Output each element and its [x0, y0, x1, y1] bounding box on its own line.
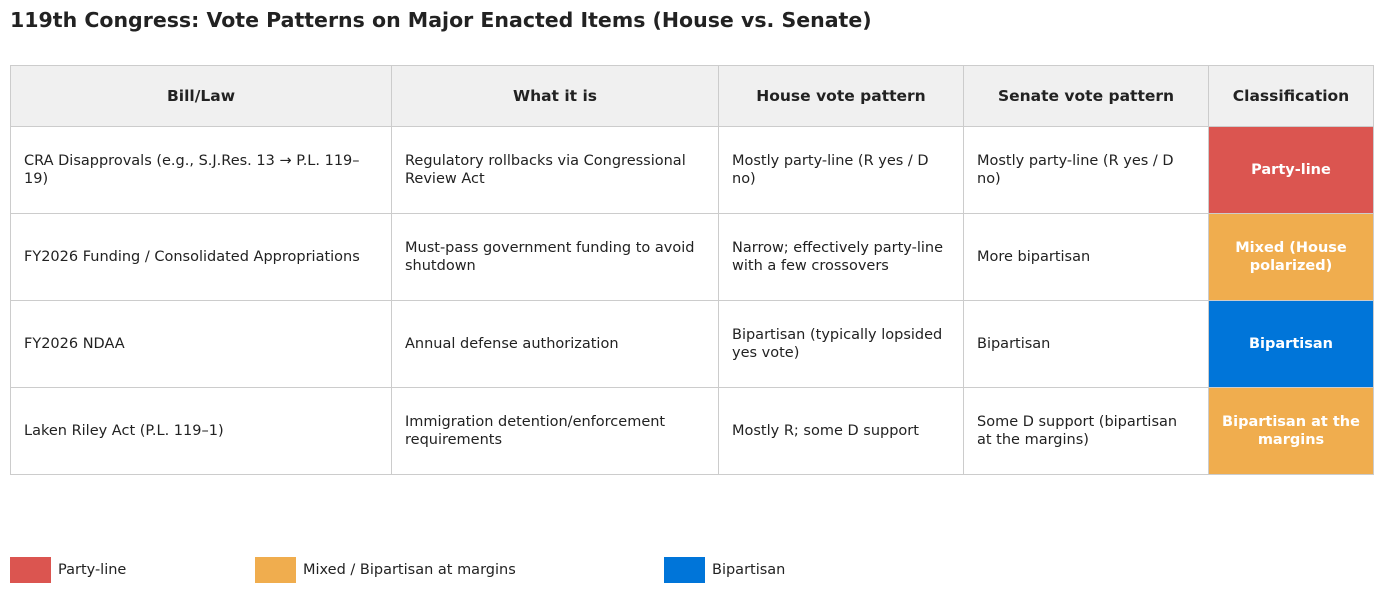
legend-swatch	[10, 557, 51, 583]
column-header-classification: Classification	[1209, 66, 1374, 127]
bill-cell: FY2026 Funding / Consolidated Appropriations	[11, 214, 392, 301]
column-header-bill: Bill/Law	[11, 66, 392, 127]
table-header-row	[11, 66, 1374, 127]
legend-swatch	[255, 557, 296, 583]
house-cell: Bipartisan (typically lopsided yes vote)	[719, 301, 964, 388]
legend-item-mixed	[255, 557, 516, 583]
vote-pattern-table	[10, 65, 1374, 475]
classification-cell: Bipartisan	[1209, 301, 1374, 388]
what-cell: Must-pass government funding to avoid shutdown	[392, 214, 719, 301]
senate-cell: Some D support (bipartisan at the margins)	[964, 388, 1209, 475]
legend-label: Mixed / Bipartisan at margins	[303, 562, 516, 578]
classification-cell: Mixed (House polarized)	[1209, 214, 1374, 301]
legend	[0, 557, 1382, 583]
column-header-what: What it is	[392, 66, 719, 127]
table-row	[11, 214, 1374, 301]
bill-cell: FY2026 NDAA	[11, 301, 392, 388]
bill-cell: Laken Riley Act (P.L. 119–1)	[11, 388, 392, 475]
table-row	[11, 127, 1374, 214]
chart-title: 119th Congress: Vote Patterns on Major Enacted Items (House vs. Senate)	[10, 8, 872, 32]
legend-swatch	[664, 557, 705, 583]
classification-cell: Party-line	[1209, 127, 1374, 214]
bill-cell: CRA Disapprovals (e.g., S.J.Res. 13 → P.L. 119–19)	[11, 127, 392, 214]
column-header-senate: Senate vote pattern	[964, 66, 1209, 127]
legend-label: Party-line	[58, 562, 127, 578]
column-header-house: House vote pattern	[719, 66, 964, 127]
table-row	[11, 301, 1374, 388]
legend-label: Bipartisan	[712, 562, 786, 578]
what-cell: Immigration detention/enforcement requirements	[392, 388, 719, 475]
legend-item-bipartisan	[664, 557, 785, 583]
senate-cell: Mostly party-line (R yes / D no)	[964, 127, 1209, 214]
classification-cell: Bipartisan at the margins	[1209, 388, 1374, 475]
senate-cell: Bipartisan	[964, 301, 1209, 388]
senate-cell: More bipartisan	[964, 214, 1209, 301]
what-cell: Regulatory rollbacks via Congressional Review Act	[392, 127, 719, 214]
house-cell: Mostly party-line (R yes / D no)	[719, 127, 964, 214]
house-cell: Narrow; effectively party-line with a few crossovers	[719, 214, 964, 301]
legend-item-party-line	[10, 557, 126, 583]
what-cell: Annual defense authorization	[392, 301, 719, 388]
house-cell: Mostly R; some D support	[719, 388, 964, 475]
table-row	[11, 388, 1374, 475]
